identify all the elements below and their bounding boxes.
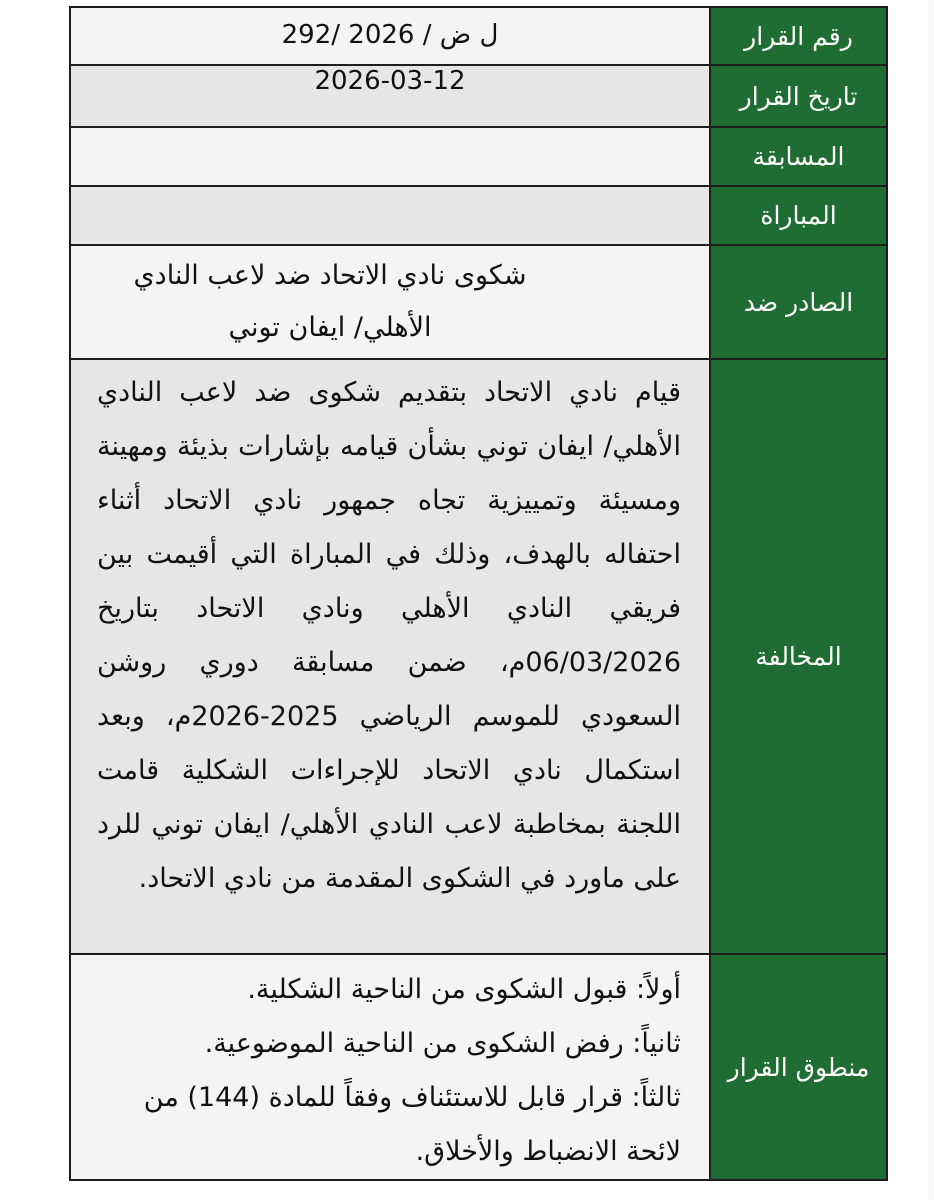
- decision-number-text: 292/ ل ض / 2026: [281, 20, 499, 51]
- violation-label: المخالفة: [710, 359, 887, 954]
- row-ruling: [70, 954, 887, 1180]
- ruling-line-second: ثانياً: رفض الشكوى من الناحية الموضوعية.: [204, 1028, 681, 1059]
- ruling-value: [70, 954, 710, 1180]
- match-label: المباراة: [710, 186, 887, 245]
- row-competition: [70, 127, 887, 186]
- ruling-line-first: أولاً: قبول الشكوى من الناحية الشكلية.: [247, 974, 681, 1005]
- row-decision-number: [70, 7, 887, 65]
- row-decision-date: [70, 65, 887, 127]
- page-edge: [928, 0, 934, 1200]
- competition-value: [70, 127, 710, 186]
- violation-value: قيام نادي الاتحاد بتقديم شكوى ضد لاعب النادي الأهلي/ ايفان توني بشأن قيامه بإشارات بذيئة ومهينة ومسيئة وتمييزية تجاه جمهور نادي الاتحاد أثناء احتفاله بالهدف، وذلك في المباراة التي أقيمت بين فريقي النادي الأهلي ونادي الاتحاد بتاريخ 06/03/2026م، ضمن مسابقة دوري روشن السعودي للموسم الرياضي 2025-2026م، وبعد استكمال نادي الاتحاد للإجراءات الشكلية قامت اللجنة بمخاطبة لاعب النادي الأهلي/ ايفان توني للرد على ماورد في الشكوى المقدمة من نادي الاتحاد.: [70, 359, 710, 954]
- decision-date-text: 2026-03-12: [314, 66, 466, 97]
- match-value: [70, 186, 710, 245]
- decision-table: [69, 6, 888, 1181]
- decision-number-value: [70, 7, 710, 65]
- decision-number-label: رقم القرار: [710, 7, 887, 65]
- competition-label: المسابقة: [710, 127, 887, 186]
- row-violation: [70, 359, 887, 954]
- issued-against-value: شكوى نادي الاتحاد ضد لاعب النادي الأهلي/ ايفان توني: [70, 245, 710, 359]
- ruling-label: منطوق القرار: [710, 954, 887, 1180]
- issued-against-label: الصادر ضد: [710, 245, 887, 359]
- decision-date-value: [70, 65, 710, 127]
- row-match: [70, 186, 887, 245]
- row-issued-against: [70, 245, 887, 359]
- decision-date-label: تاريخ القرار: [710, 65, 887, 127]
- ruling-line-third: ثالثاً: قرار قابل للاستئناف وفقاً للمادة (144) من لائحة الانضباط والأخلاق.: [143, 1082, 681, 1167]
